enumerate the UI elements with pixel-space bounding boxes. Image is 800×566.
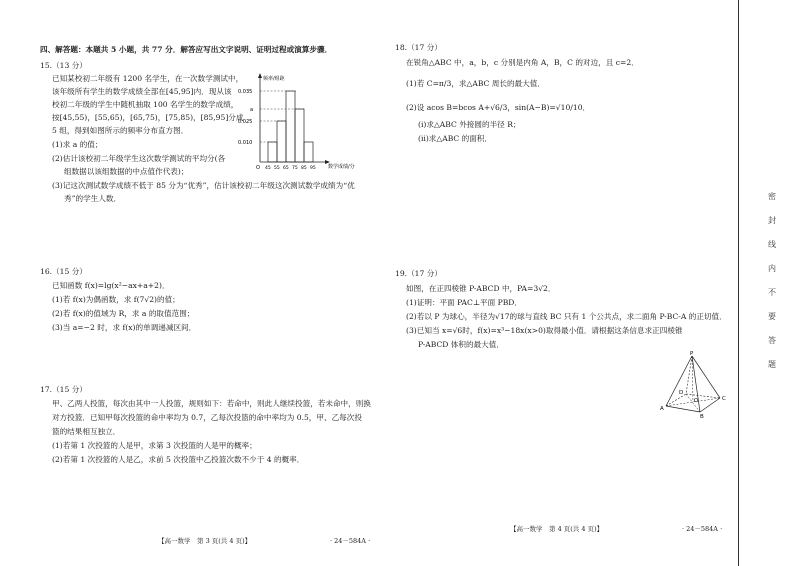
- q18-part1: (1)若 C=π/3，求△ABC 周长的最大值．: [406, 79, 545, 88]
- pyramid-figure: [660, 350, 730, 418]
- hist-xtick-45: 45: [265, 166, 271, 170]
- binding-line: [738, 0, 739, 566]
- label-d: D: [679, 390, 684, 396]
- q18-title: 18.（17 分）: [395, 43, 442, 52]
- margin-char: 内: [768, 264, 776, 273]
- binding-margin-text: [765, 185, 779, 377]
- q15-title: 15.（13 分）: [40, 61, 87, 70]
- hist-xlabel: 数学成绩/分: [328, 164, 355, 170]
- q19-part3b: P-ABCD 体积的最大值．: [418, 340, 504, 349]
- q19-part2: (2)若以 P 为球心，半径为√17的球与直线 BC 只有 1 个公共点，求二面角 P-BC-A 的正切值．: [406, 312, 727, 321]
- margin-char: 不: [768, 288, 776, 297]
- q15-line2: 该年级所有学生的数学成绩全部在[45,95]内．现从该: [52, 87, 232, 96]
- q19-intro: 如图，在正四棱锥 P-ABCD 中，PA=3√2．: [406, 284, 556, 293]
- left-footer-code: · 24－584A ·: [330, 537, 371, 545]
- hist-bar-75-85: [295, 109, 304, 162]
- margin-char: 题: [768, 360, 776, 369]
- label-o: O: [694, 398, 698, 404]
- q16-part1: (1)若 f(x)为偶函数，求 f(7√2)的值；: [52, 295, 180, 304]
- q15-line5: 5 组，得到如图所示的频率分布直方图．: [52, 126, 189, 135]
- label-c: C: [722, 396, 726, 402]
- q16-part3: (3)当 a=−2 时，求 f(x)的单调递减区间．: [52, 323, 197, 332]
- hist-ytick-0010: 0.010: [238, 140, 253, 146]
- left-page: [0, 0, 390, 566]
- right-footer: 【高一数学 第 4 页(共 4 页)】: [510, 525, 604, 533]
- hist-bar-45-55: [268, 142, 277, 162]
- section-header: 四、解答题：本题共 5 小题，共 77 分．解答应写出文字说明、证明过程或演算步骤．: [40, 45, 333, 54]
- q15-line3: 校初二年级的学生中随机抽取 100 名学生的数学成绩，: [52, 100, 239, 109]
- left-footer: 【高一数学 第 3 页(共 4 页)】: [158, 537, 252, 545]
- hist-ytick-0025: 0.025: [238, 119, 253, 125]
- hist-xtick-95: 95: [310, 166, 316, 170]
- margin-char: 密: [768, 192, 776, 201]
- q19-part1: (1)证明：平面 PAC⊥平面 PBD．: [406, 298, 522, 307]
- q18-intro: 在锐角△ABC 中，a，b，c 分别是内角 A，B，C 的对边，且 c=2．: [406, 58, 639, 67]
- q16-title: 16.（15 分）: [40, 267, 87, 276]
- q19-part3a: (3)已知当 x=√6时，f(x)=x³−18x(x>0)取得最小值．请根据这条信息求正四棱锥: [406, 326, 683, 335]
- q15-line1: 已知某校初二年级有 1200 名学生，在一次数学测试中，: [52, 74, 244, 83]
- hist-bar-65-75: [286, 91, 295, 162]
- q15-part2a: (2)估计该校初二年级学生这次数学测试的平均分(各: [52, 154, 226, 163]
- hist-bar-55-65: [277, 121, 286, 162]
- right-page: [390, 0, 735, 566]
- right-footer-code: · 24－584A ·: [682, 525, 723, 533]
- q19-title: 19.（17 分）: [395, 269, 442, 278]
- margin-char: 要: [768, 312, 776, 321]
- hist-bar-85-95: [304, 142, 313, 162]
- hist-xtick-65: 65: [283, 166, 289, 170]
- q17-line2: 对方投篮．已知甲每次投篮的命中率均为 0.7，乙每次投篮的命中率均为 0.5，甲、乙每次投: [52, 413, 362, 422]
- q15-line4: 按[45,55)，[55,65)，[65,75)，[75,85)，[85,95]分成: [52, 113, 244, 122]
- label-p: P: [690, 351, 694, 357]
- q15-part1: (1)求 a 的值；: [52, 140, 103, 149]
- hist-xtick-55: 55: [274, 166, 280, 170]
- q18-part2-ii: (ⅱ)求△ABC 的面积．: [418, 134, 493, 143]
- q18-part2-i: (ⅰ)求△ABC 外接圆的半径 R；: [418, 120, 521, 129]
- q17-title: 17.（15 分）: [40, 385, 87, 394]
- q15-part2b: 组数据以该组数据的中点值作代表)；: [64, 167, 189, 176]
- q17-part1: (1)若第 1 次投篮的人是甲，求第 3 次投篮的人是甲的概率；: [52, 441, 257, 450]
- q18-part2: (2)设 acos B=bcos A+√6/3，sin(A−B)=√10/10．: [406, 103, 591, 112]
- q15-part3b: 秀”的学生人数．: [64, 194, 122, 203]
- hist-ylabel: 频率/组距: [263, 76, 285, 82]
- hist-ytick-0035: 0.035: [238, 89, 253, 95]
- q16-part2: (2)若 f(x)的值域为 R，求 a 的取值范围；: [52, 309, 195, 318]
- label-a: A: [660, 406, 664, 412]
- q17-part2: (2)若第 1 次投篮的人是乙，求前 5 次投篮中乙投篮次数不少于 4 的概率．: [52, 455, 305, 464]
- frequency-histogram: [236, 70, 366, 170]
- q17-line3: 篮的结果相互独立．: [52, 427, 121, 436]
- q15-part3a: (3)记这次测试数学成绩不低于 85 分为“优秀”，估计该校初二年级这次测试数学成绩为“优: [52, 181, 355, 190]
- margin-char: 线: [768, 240, 776, 249]
- margin-char: 封: [768, 216, 776, 225]
- hist-ytick-a: a: [250, 107, 254, 113]
- hist-xtick-85: 85: [301, 166, 307, 170]
- q17-line1: 甲、乙两人投篮，每次由其中一人投篮，规则如下：若命中，则此人继续投篮，若未命中，则换: [52, 399, 371, 408]
- hist-xtick-o: O: [256, 165, 260, 170]
- hist-xtick-75: 75: [292, 166, 298, 170]
- q16-intro: 已知函数 f(x)=lg(x²−ax+a+2)．: [52, 281, 170, 290]
- label-b: B: [700, 414, 704, 418]
- margin-char: 答: [768, 336, 776, 345]
